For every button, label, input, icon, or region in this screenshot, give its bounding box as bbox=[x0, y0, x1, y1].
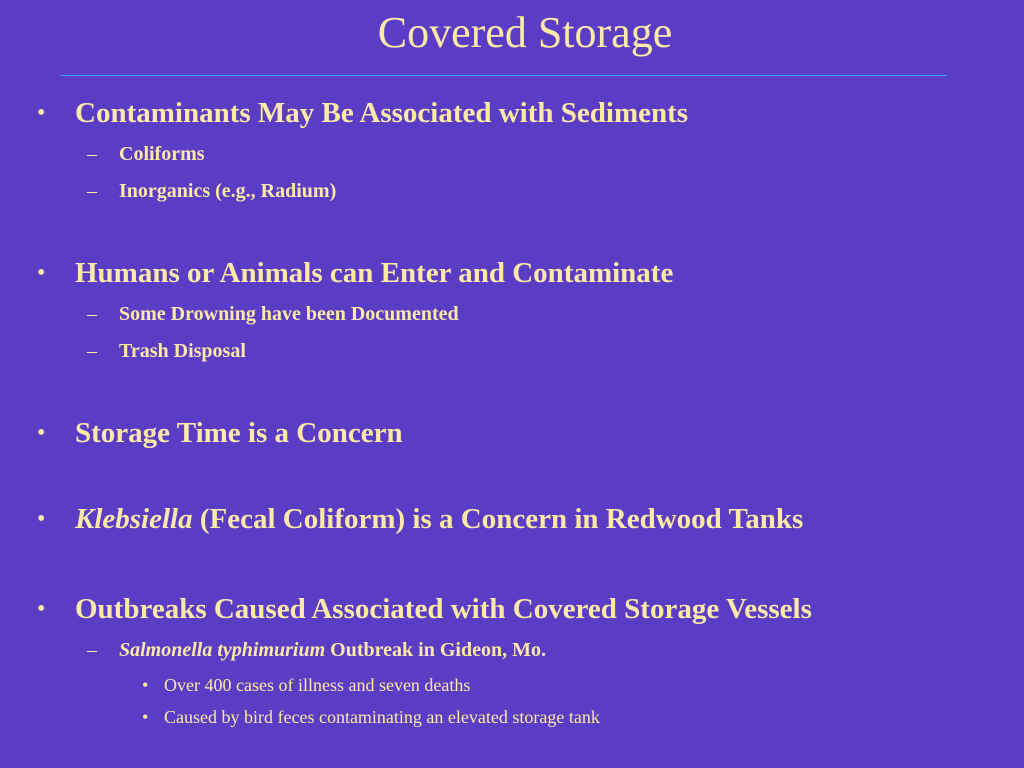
bullet-marker: • bbox=[37, 506, 46, 532]
dash-marker: – bbox=[87, 180, 97, 202]
bullet-marker: • bbox=[37, 260, 46, 286]
bullet-marker: • bbox=[142, 707, 149, 727]
bullet-item bbox=[37, 501, 804, 537]
bullet-text: Humans or Animals can Enter and Contaminate bbox=[75, 257, 674, 289]
sub-bullet-text: Outbreak in Gideon, Mo. bbox=[325, 639, 546, 661]
dash-marker: – bbox=[87, 340, 97, 362]
bullet-marker: • bbox=[37, 596, 46, 622]
sub-bullet-text: Coliforms bbox=[119, 143, 205, 165]
sub-bullet-text-italic: Salmonella typhimurium bbox=[119, 639, 326, 661]
bullet-item bbox=[37, 591, 812, 627]
bullet-text-italic: Klebsiella bbox=[75, 503, 193, 535]
sub-bullet-text: Trash Disposal bbox=[119, 340, 246, 362]
sub-bullet-text: Inorganics (e.g., Radium) bbox=[119, 180, 337, 202]
bullet-marker: • bbox=[37, 100, 46, 126]
bullet-text: (Fecal Coliform) is a Concern in Redwood Tanks bbox=[192, 503, 804, 535]
sub-sub-bullet-item bbox=[142, 674, 471, 696]
sub-bullet-item bbox=[87, 178, 337, 204]
dash-marker: – bbox=[87, 303, 97, 325]
bullet-text: Contaminants May Be Associated with Sediments bbox=[75, 97, 689, 129]
bullet-item bbox=[37, 95, 689, 131]
slide-title: Covered Storage bbox=[377, 8, 673, 57]
bullet-item bbox=[37, 415, 403, 451]
bullet-marker: • bbox=[37, 420, 46, 446]
title-divider bbox=[60, 75, 947, 76]
sub-bullet-item bbox=[87, 338, 246, 364]
dash-marker: – bbox=[87, 143, 97, 165]
bullet-text: Storage Time is a Concern bbox=[75, 417, 403, 449]
bullet-item bbox=[37, 255, 674, 291]
sub-sub-bullet-text: Over 400 cases of illness and seven deaths bbox=[164, 675, 471, 695]
sub-bullet-text: Some Drowning have been Documented bbox=[119, 303, 459, 325]
bullet-text: Outbreaks Caused Associated with Covered Storage Vessels bbox=[75, 593, 812, 625]
bullet-marker: • bbox=[142, 675, 149, 695]
sub-bullet-item bbox=[87, 301, 459, 327]
sub-bullet-item bbox=[87, 141, 205, 167]
sub-sub-bullet-item bbox=[142, 706, 600, 728]
sub-sub-bullet-text: Caused by bird feces contaminating an elevated storage tank bbox=[164, 707, 600, 727]
sub-bullet-item bbox=[87, 637, 546, 663]
dash-marker: – bbox=[87, 639, 97, 661]
